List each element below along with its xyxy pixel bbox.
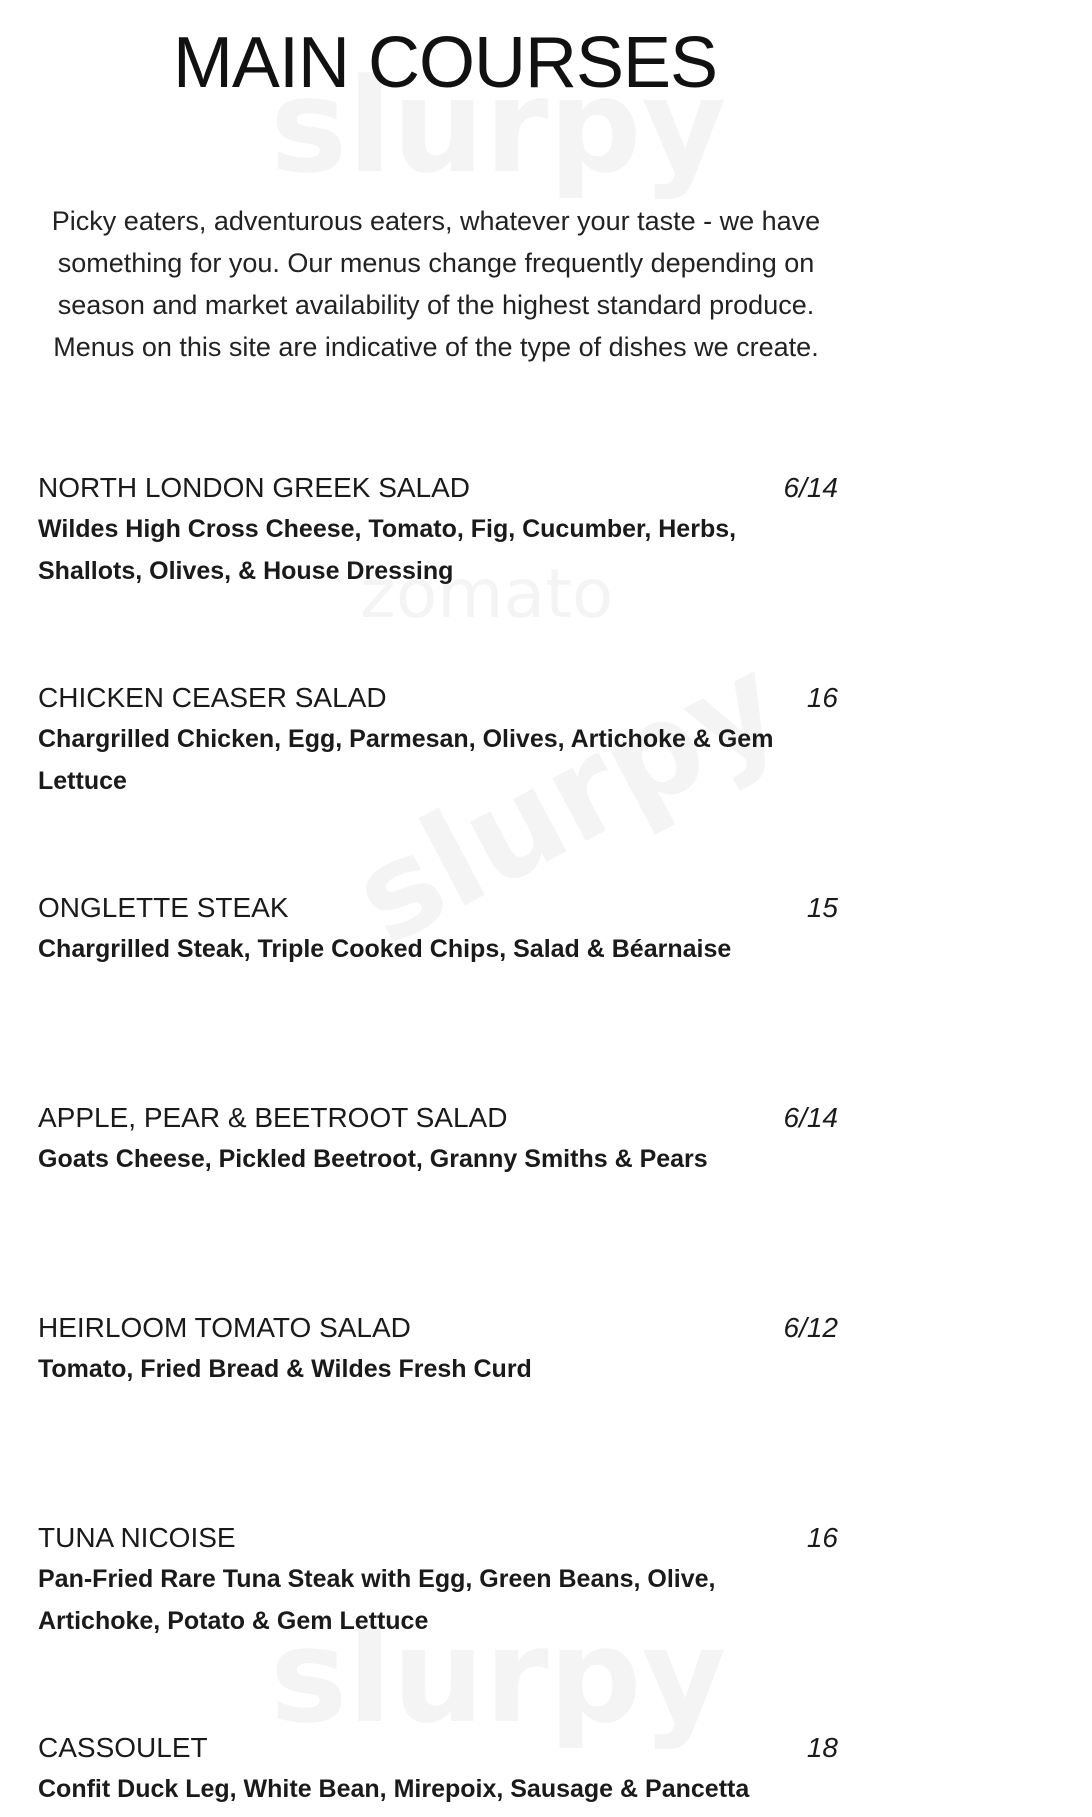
dish-price: 16 [806,682,838,713]
menu-item [38,1098,838,1180]
dish-price: 15 [806,892,838,923]
dish-description: Goats Cheese, Pickled Beetroot, Granny Smiths & Pears [38,1145,708,1173]
dish-description: Confit Duck Leg, White Bean, Mirepoix, Sausage & Pancetta [38,1775,750,1803]
dish-name: ONGLETTE STEAK [38,892,289,923]
dish-price: 6/14 [783,1102,838,1133]
dish-price: 6/12 [783,1312,838,1343]
dish-description: Wildes High Cross Cheese, Tomato, Fig, Cucumber, Herbs, Shallots, Olives, & House Dressing [38,515,737,585]
dish-price: 18 [806,1732,838,1763]
menu-item [38,1518,838,1642]
dish-description: Tomato, Fried Bread & Wildes Fresh Curd [38,1355,532,1383]
menu-item [38,888,838,970]
dish-name: CHICKEN CEASER SALAD [38,682,387,713]
intro-line: Menus on this site are indicative of the type of dishes we create. [53,332,819,362]
dish-name: APPLE, PEAR & BEETROOT SALAD [38,1102,508,1133]
intro-paragraph [0,200,872,368]
menu-item [38,1728,838,1810]
dish-price: 6/14 [783,472,838,503]
menu-item [38,1308,838,1390]
intro-line: season and market availability of the highest standard produce. [57,290,815,320]
dish-name: CASSOULET [38,1732,208,1763]
page-title: MAIN COURSES [172,23,718,103]
dish-description: Pan-Fried Rare Tuna Steak with Egg, Green Beans, Olive, Artichoke, Potato & Gem Lettuce [38,1565,716,1635]
dish-name: HEIRLOOM TOMATO SALAD [38,1312,411,1343]
dish-name: TUNA NICOISE [38,1522,236,1553]
dish-description: Chargrilled Chicken, Egg, Parmesan, Olives, Artichoke & Gem Lettuce [38,725,774,795]
dish-price: 16 [806,1522,838,1553]
menu-item [38,678,838,802]
intro-line: Picky eaters, adventurous eaters, whatever your taste - we have [51,206,821,236]
menu-item [38,468,838,592]
dish-description: Chargrilled Steak, Triple Cooked Chips, Salad & Béarnaise [38,935,732,963]
dish-name: NORTH LONDON GREEK SALAD [38,472,471,503]
intro-line: something for you. Our menus change frequently depending on [57,248,815,278]
